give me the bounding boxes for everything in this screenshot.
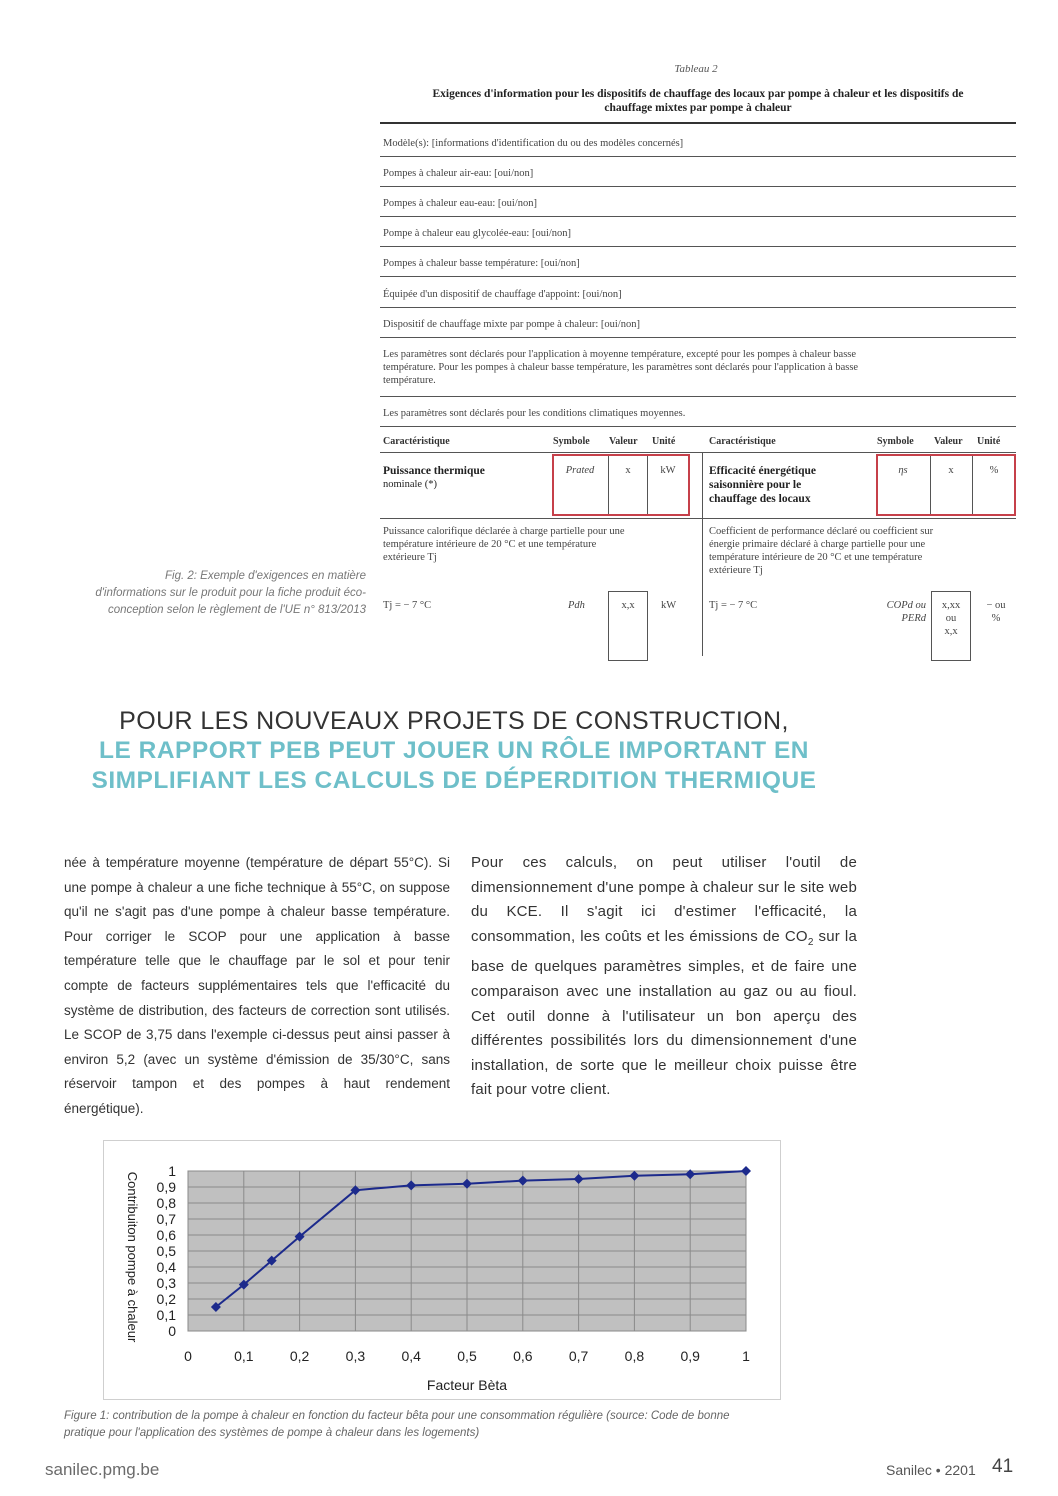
x-tick-label: 0 <box>184 1348 192 1364</box>
table-rule <box>380 156 1016 157</box>
copd-unit: − ou % <box>986 600 1006 624</box>
y-tick-label: 0,3 <box>156 1275 176 1291</box>
efficacite-saisonniere-label: Efficacité énergétique saisonnière pour le chauffage des locaux <box>709 465 816 505</box>
prated-unit: kW <box>660 465 676 476</box>
footer-page-number: 41 <box>992 1456 1014 1477</box>
headline-line-2: LE RAPPORT PEB PEUT JOUER UN RÔLE IMPORTANT EN <box>99 737 809 764</box>
subscript-2: 2 <box>807 936 814 948</box>
body-column-left: née à température moyenne (température de départ 55°C). Si une pompe à chaleur a une fiche technique à 55°C, on suppose qu'il ne s'agit pas d'une pompe à chaleur basse température. Pour corriger le SCOP pour une application à basse température telle que le chauffage par le sol et pour tenir compte de facteurs supplémentaires tels que l'efficacité du système de distribution, des facteurs de correction sont utilisés. Le SCOP de 3,75 dans l'exemple ci-dessus peut ainsi passer à environ 5,2 (avec un système d'émission de 35/30°C, sans réservoir tampon et des pompes à haut rendement énergétique). <box>64 855 450 1116</box>
chart-grid <box>188 1171 746 1331</box>
fig2-caption: Fig. 2: Exemple d'exigences en matière d'informations sur le produit pour la fiche produit éco- conception selon le règlement de l'UE n° 813/2013 <box>95 570 366 616</box>
table-row: Pompes à chaleur basse température: [oui/non] <box>383 258 580 269</box>
col-header-caracteristique: Caractéristique <box>709 436 776 447</box>
pdh-value: x,x <box>621 600 635 611</box>
table-row: Pompes à chaleur air-eau: [oui/non] <box>383 168 534 179</box>
fig1-caption: Figure 1: contribution de la pompe à chaleur en fonction du facteur bêta pour une consommation régulière (source: Code de bonne pratique pour l'application des systèmes de pompe à chaleur dans les logements) <box>64 1410 730 1439</box>
headline-line-3: SIMPLIFIANT LES CALCULS DE DÉPERDITION THERMIQUE <box>91 767 817 794</box>
x-tick-label: 1 <box>742 1348 750 1364</box>
col-header-caracteristique: Caractéristique <box>383 436 450 447</box>
etas-unit: % <box>989 465 999 476</box>
cell-divider <box>608 456 609 514</box>
col-header-symbole: Symbole <box>553 436 590 447</box>
footer-magazine-issue: Sanilec • 2201 <box>886 1462 976 1478</box>
table-rule <box>380 396 1016 397</box>
y-tick-label: 0,1 <box>156 1307 176 1323</box>
cell-divider <box>972 456 973 514</box>
col-header-unite: Unité <box>977 436 1001 447</box>
pdh-unit: kW <box>661 600 677 611</box>
puissance-description: Puissance calorifique déclarée à charge partielle pour une température intérieure de 20 °C et une température extérieure Tj <box>383 526 625 563</box>
chart-svg <box>104 1141 780 1399</box>
x-tick-label: 0,9 <box>680 1348 700 1364</box>
y-tick-label: 0,7 <box>156 1211 176 1227</box>
table-rule <box>380 276 1016 277</box>
table-rule <box>380 186 1016 187</box>
table-rule <box>380 452 1016 453</box>
x-tick-label: 0,7 <box>568 1348 589 1364</box>
table-rule <box>380 216 1016 217</box>
table-note: Les paramètres sont déclarés pour les conditions climatiques moyennes. <box>383 408 686 419</box>
body-text: sur la base de quelques paramètres simples, et de faire une comparaison avec une installation au gaz ou au fioul. Cet outil donne à l'utilisateur un bon aperçu des différentes possibilités lors du dimensionnement d'une installation, de sorte que le meilleur choix puisse être fait pour votre client. <box>471 927 858 1099</box>
x-tick-label: 0,6 <box>513 1348 533 1364</box>
y-tick-label: 0,2 <box>156 1291 176 1307</box>
body-text: Pour ces calculs, on peut utiliser l'outil de dimensionnement d'une pompe à chaleur sur le site web du KCE. Il s'agit ici d'estimer l'efficacité, la consommation, les coûts et les émissions de CO <box>471 854 857 945</box>
table-rule <box>380 337 1016 338</box>
prated-value: x <box>625 465 631 476</box>
y-tick-label: 0,8 <box>156 1195 176 1211</box>
regulation-table-figure <box>372 56 1020 656</box>
table-rule <box>380 518 1016 519</box>
x-tick-label: 0,4 <box>401 1348 421 1364</box>
x-tick-label: 0,1 <box>234 1348 254 1364</box>
copd-value: x,xx ou x,x <box>941 600 961 637</box>
y-tick-label: 0,6 <box>156 1227 176 1243</box>
col-header-symbole: Symbole <box>877 436 914 447</box>
x-axis-label: Facteur Bèta <box>426 1377 508 1393</box>
x-tick-label: 0,8 <box>624 1348 645 1364</box>
beta-factor-chart <box>103 1140 781 1400</box>
y-tick-label: 1 <box>168 1163 176 1179</box>
col-header-unite: Unité <box>652 436 676 447</box>
table-caption: Tableau 2 <box>674 63 718 75</box>
cop-description: Coefficient de performance déclaré ou coefficient sur énergie primaire déclaré à charge partielle pour une température intérieure de 20 °C et une température extérieure Tj <box>709 526 934 576</box>
y-axis-label: Contribuiton pompe à chaleur <box>125 1171 140 1343</box>
footer-website: sanilec.pmg.be <box>45 1460 160 1479</box>
article-headline <box>40 706 868 796</box>
y-tick-label: 0,5 <box>156 1243 176 1259</box>
table-row: Dispositif de chauffage mixte par pompe à chaleur: [oui/non] <box>383 319 640 330</box>
y-tick-label: 0,9 <box>156 1179 176 1195</box>
table-row: Équipée d'un dispositif de chauffage d'appoint: [oui/non] <box>383 289 622 300</box>
table-divider <box>702 452 703 656</box>
body-column-right <box>471 851 857 1103</box>
table-rule <box>380 307 1016 308</box>
table-rule <box>380 426 1016 427</box>
headline-line-1: POUR LES NOUVEAUX PROJETS DE CONSTRUCTION, <box>119 707 789 735</box>
cell-divider <box>930 456 931 514</box>
cell-divider <box>647 456 648 514</box>
x-tick-label: 0,2 <box>289 1348 310 1364</box>
col-header-valeur: Valeur <box>934 436 963 447</box>
col-header-valeur: Valeur <box>609 436 638 447</box>
prated-symbol: Prated <box>565 465 595 476</box>
table-rule <box>380 246 1016 247</box>
table-row: Pompe à chaleur eau glycolée-eau: [oui/non] <box>383 228 572 239</box>
y-tick-label: 0,4 <box>156 1259 176 1275</box>
x-tick-label: 0,5 <box>457 1348 477 1364</box>
table-row: Pompes à chaleur eau-eau: [oui/non] <box>383 198 537 209</box>
etas-value: x <box>948 465 954 476</box>
tj-label: Tj = − 7 °C <box>383 600 432 611</box>
etas-symbol: ηs <box>898 465 908 476</box>
y-tick-label: 0 <box>168 1323 176 1339</box>
table-title: Exigences d'information pour les dispositifs de chauffage des locaux par pompe à chaleur et les dispositifs de chauffage mixtes par pompe à chaleur <box>432 88 964 114</box>
tj-label: Tj = − 7 °C <box>709 600 758 611</box>
table-row: Modèle(s): [informations d'identification du ou des modèles concernés] <box>383 138 684 149</box>
pdh-symbol: Pdh <box>568 600 585 611</box>
table-rule <box>380 122 1016 124</box>
table-note: Les paramètres sont déclarés pour l'application à moyenne température, excepté pour les pompes à chaleur basse température. Pour les pompes à chaleur basse température, les paramètres sont déclarés pour l'application à basse température. <box>383 349 859 386</box>
x-tick-label: 0,3 <box>345 1348 366 1364</box>
copd-symbol: COPd ou PERd <box>886 600 926 624</box>
puissance-thermique-label: Puissance thermique nominale (*) <box>383 465 485 490</box>
